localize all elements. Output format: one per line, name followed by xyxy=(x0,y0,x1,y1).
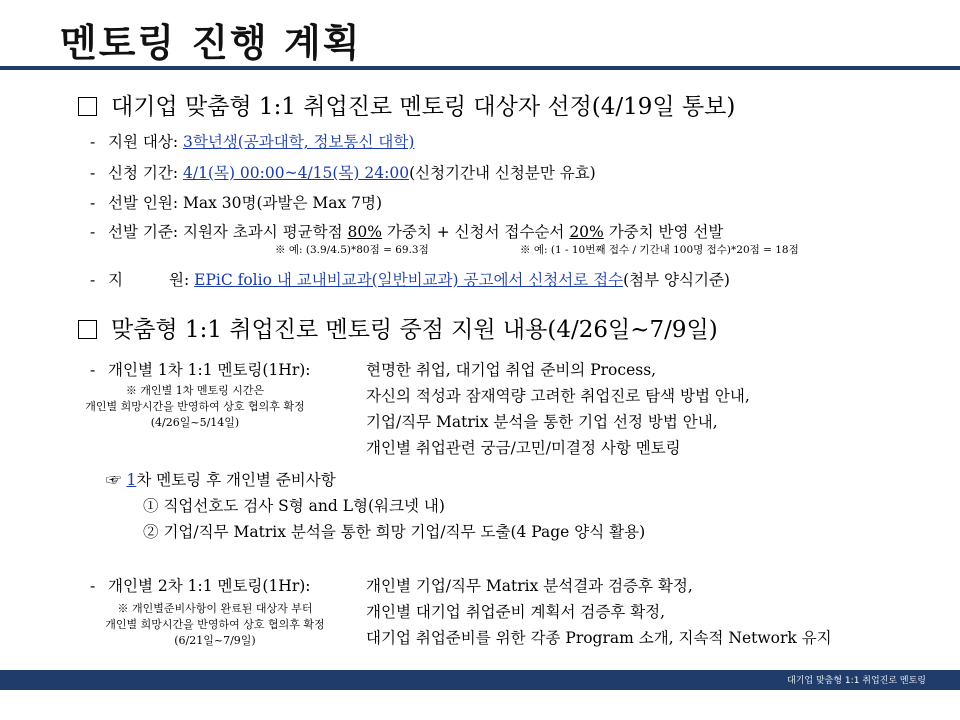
section2-heading xyxy=(78,311,718,344)
first-note-line-3: (4/26일~5/14일) xyxy=(150,416,240,429)
row-criteria-text1: 지원자 초과시 평균학점 xyxy=(182,223,348,241)
row-count-label: 선발 인원: xyxy=(108,194,179,212)
row-target-value[interactable]: 3학년생(공과대학, 정보통신 대학) xyxy=(182,133,415,151)
first-line-3: 기업/직무 Matrix 분석을 통한 기업 선정 방법 안내, xyxy=(366,413,718,431)
row-criteria-label: 선발 기준: xyxy=(108,223,179,241)
prep-item-2-num: ② xyxy=(143,523,159,541)
first-note-line-1: ※ 개인별 1차 멘토링 시간은 xyxy=(125,384,265,397)
row-period: - 신청 기간: 4/1(목) 00:00~4/15(목) 24:00(신청기간내 신청분만 유효) xyxy=(90,164,596,182)
row-period-value[interactable]: 4/1(목) 00:00~4/15(목) 24:00 xyxy=(182,164,410,182)
first-mentoring-label: - 개인별 1차 1:1 멘토링(1Hr): xyxy=(90,361,311,379)
checkbox-square-icon xyxy=(78,97,97,116)
second-line-3: 대기업 취업준비를 위한 각종 Program 소개, 지속적 Network 유지 xyxy=(366,629,832,647)
first-line-4: 개인별 취업관련 궁금/고민/미결정 사항 멘토링 xyxy=(366,439,681,457)
second-line-2: 개인별 대기업 취업준비 계획서 검증후 확정, xyxy=(366,603,666,621)
row-criteria-pct2: 20% xyxy=(569,223,604,241)
section2-heading-text: 맞춤형 1:1 취업진로 멘토링 중점 지원 내용(4/26일~7/9일) xyxy=(111,317,718,343)
row-apply-value[interactable]: EPiC folio 내 교내비교과(일반비교과) 공고에서 신청서로 접수 xyxy=(194,271,624,289)
second-note xyxy=(70,600,360,648)
first-note-line-2: 개인별 희망시간을 반영하여 상호 협의후 확정 xyxy=(85,400,305,413)
first-line-2: 자신의 적성과 잠재역량 고려한 취업진로 탐색 방법 안내, xyxy=(366,387,750,405)
row-period-label: 신청 기간: xyxy=(108,164,179,182)
row-criteria: - 선발 기준: 지원자 초과시 평균학점 80% 가중치 + 신청서 접수순서 20% 가중치 반영 선발 xyxy=(90,223,724,241)
second-mentoring-label: - 개인별 2차 1:1 멘토링(1Hr): xyxy=(90,577,311,595)
row-criteria-pct1: 80% xyxy=(347,223,382,241)
row-count: - 선발 인원: Max 30명(과발은 Max 7명) xyxy=(90,194,383,212)
second-note-line-1: ※ 개인별준비사항이 완료된 대상자 부터 xyxy=(117,602,313,615)
prep-item-1-num: ① xyxy=(143,497,159,515)
section1-heading-text: 대기업 맞춤형 1:1 취업진로 멘토링 대상자 선정(4/19일 통보) xyxy=(111,94,736,120)
row-period-note: (신청기간내 신청분만 유효) xyxy=(409,164,596,182)
criteria-note-1: ※ 예: (3.9/4.5)*80점 = 69.3점 xyxy=(275,244,429,256)
prep-item-1 xyxy=(143,494,445,516)
row-criteria-text2: 가중치 + 신청서 접수순서 xyxy=(381,223,570,241)
second-note-line-3: (6/21일~7/9일) xyxy=(174,634,256,647)
section1-heading xyxy=(78,88,735,121)
criteria-note-2: ※ 예: (1 - 10번째 접수 / 기간내 100명 접수)*20점 = 18점 xyxy=(520,244,799,256)
checkbox-square-icon xyxy=(78,320,97,339)
row-apply-note: (첨부 양식기준) xyxy=(623,271,730,289)
footer-text: 대기업 맞춤형 1:1 취업진로 멘토링 xyxy=(787,676,926,686)
second-mentoring-label-text: 개인별 2차 1:1 멘토링(1Hr): xyxy=(108,577,311,595)
first-mentoring-label-text: 개인별 1차 1:1 멘토링(1Hr): xyxy=(108,361,311,379)
title-divider xyxy=(0,66,960,70)
row-apply-label-a: 지 xyxy=(108,271,123,289)
prep-item-1-text: 직업선호도 검사 S형 and L형(워크넷 내) xyxy=(163,497,445,515)
prep-item-2 xyxy=(143,520,645,542)
first-line-1: 현명한 취업, 대기업 취업 준비의 Process, xyxy=(366,361,657,379)
first-note xyxy=(50,382,340,430)
prep-heading-num: 1 xyxy=(126,471,137,489)
second-line-1: 개인별 기업/직무 Matrix 분석결과 검증후 확정, xyxy=(366,577,693,595)
prep-item-2-text: 기업/직무 Matrix 분석을 통한 희망 기업/직무 도출(4 Page 양식 활용) xyxy=(163,523,646,541)
row-apply: - 지 원: EPiC folio 내 교내비교과(일반비교과) 공고에서 신청서로 접수(첨부 양식기준) xyxy=(90,271,730,289)
second-note-line-2: 개인별 희망시간을 반영하여 상호 협의후 확정 xyxy=(105,618,325,631)
pointing-hand-icon: ☞ xyxy=(106,471,122,489)
row-criteria-text3: 가중치 반영 선발 xyxy=(603,223,724,241)
row-count-value: Max 30명(과발은 Max 7명) xyxy=(182,194,383,212)
prep-heading xyxy=(106,468,336,490)
prep-heading-text: 차 멘토링 후 개인별 준비사항 xyxy=(136,471,336,489)
row-target-label: 지원 대상: xyxy=(108,133,179,151)
page-title: 멘토링 진행 계획 xyxy=(60,21,362,65)
row-target: - 지원 대상: 3학년생(공과대학, 정보통신 대학) xyxy=(90,133,415,151)
row-apply-label-b: 원: xyxy=(168,271,190,289)
